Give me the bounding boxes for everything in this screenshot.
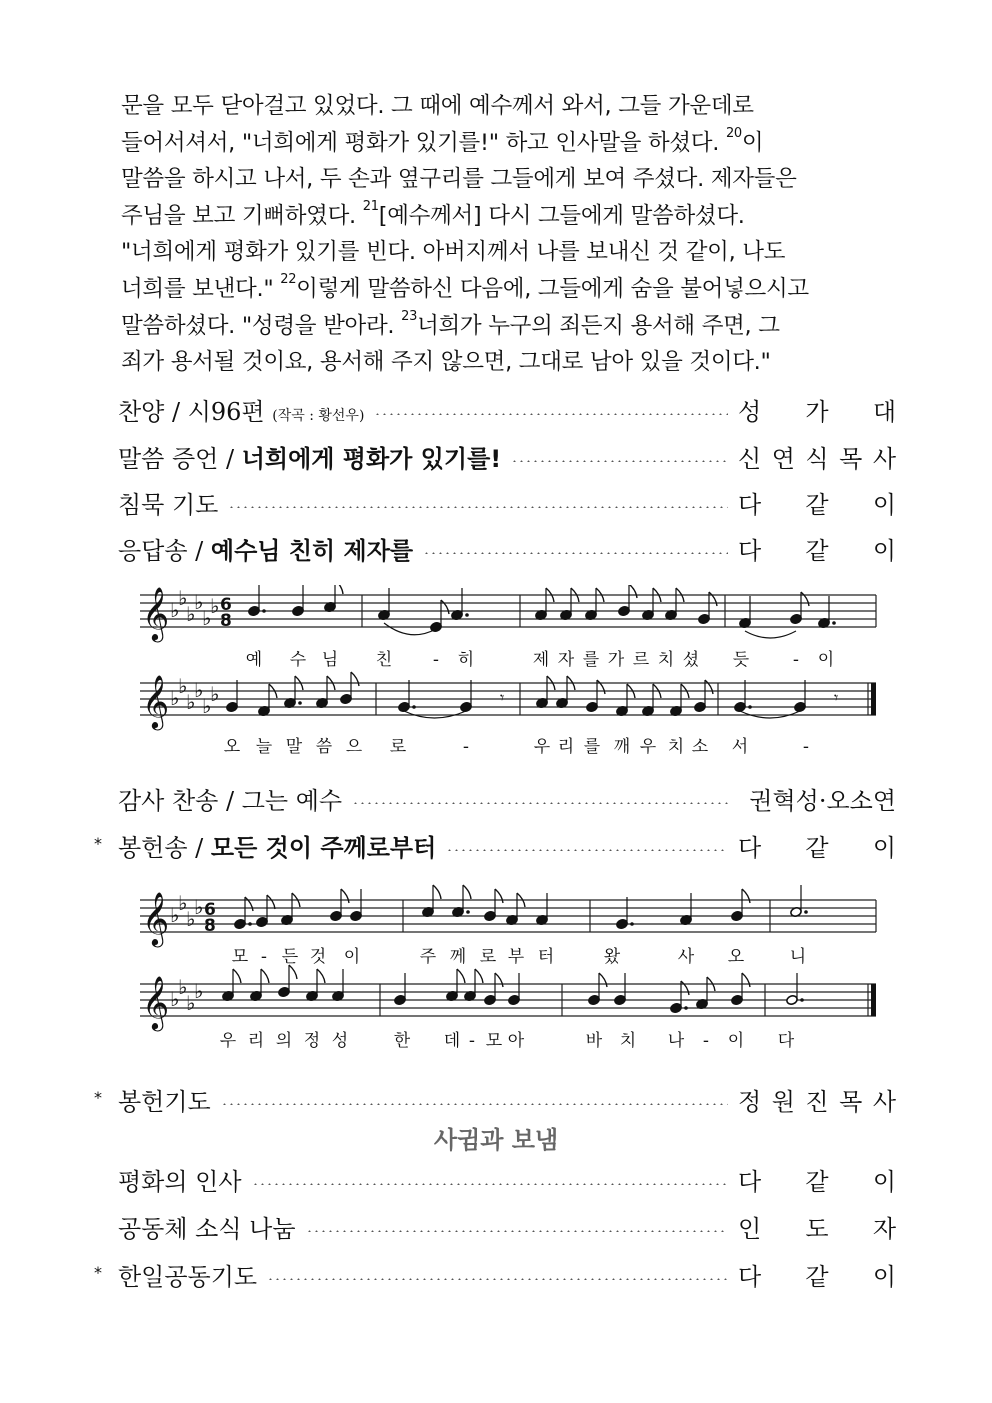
flat-sign: ♭ (170, 686, 180, 710)
scripture-line (121, 88, 881, 125)
lyric-syllable: 로 (389, 737, 407, 757)
lyric-syllable: 우 (219, 1031, 237, 1051)
note-dot (832, 621, 836, 625)
rest: 𝄾 (500, 688, 505, 707)
order-row-anthem (118, 390, 896, 428)
note-head (508, 994, 521, 1005)
scripture-text: 이렇게 말씀하신 다음에, 그들에게 숨을 불어넣으시고 (296, 275, 809, 302)
flat-sign: ♭ (210, 682, 220, 706)
leader-char: 다 (738, 1262, 762, 1291)
note-dot (412, 705, 416, 709)
order-row-offering-song (94, 826, 896, 864)
flat-sign: ♭ (186, 690, 196, 714)
lyric-syllable: 친 (375, 650, 393, 670)
note-flag (709, 592, 717, 606)
lyric-syllable: 사 (677, 947, 695, 967)
leader-char: 자 (872, 1214, 896, 1243)
lyric-syllable: - (260, 947, 268, 967)
lyric-syllable: 듯 (732, 650, 750, 670)
flat-sign: ♭ (170, 598, 180, 622)
lyric-syllable: 르 (632, 650, 650, 670)
music-score-offering (0, 880, 992, 1065)
peace-label: 평화의 인사 (118, 1167, 242, 1196)
lyric-syllable: - (468, 1031, 476, 1051)
response-leader (738, 531, 896, 566)
lyric-syllable: 이 (343, 947, 361, 967)
lyric-syllable: 니 (789, 947, 807, 967)
verse-number: 20 (725, 125, 742, 141)
lyric-syllable: - (802, 737, 810, 757)
note-head (614, 994, 627, 1005)
order-row-silent-prayer (118, 483, 896, 521)
sermon-leader (738, 439, 896, 474)
lyric-syllable: 리 (557, 737, 575, 757)
lyric-syllable: 부 (507, 947, 525, 967)
lyric-syllable: 자 (557, 650, 575, 670)
flat-sign: ♭ (178, 586, 188, 610)
scripture-text: 너희가 누구의 죄든지 용서해 주면, 그 (417, 312, 780, 339)
flat-sign: ♭ (170, 903, 180, 927)
note-head (790, 613, 803, 624)
note-flag (801, 592, 809, 606)
leader-dots (374, 413, 728, 415)
flat-sign: ♭ (210, 594, 220, 618)
lyric-syllable: 리 (247, 1031, 265, 1051)
note-head (618, 605, 631, 616)
flat-sign: ♭ (202, 694, 212, 718)
flat-sign: ♭ (186, 907, 196, 931)
note-flag (705, 680, 713, 694)
note-flag (495, 973, 503, 987)
note-flag (742, 889, 750, 903)
note-head (460, 701, 473, 712)
leader-dots (511, 460, 728, 462)
scripture-line (121, 125, 881, 162)
leader-char: 목 (839, 1087, 863, 1116)
leader-dots (228, 506, 728, 508)
lyric-syllable: 모 (231, 947, 249, 967)
note-flag (599, 973, 607, 987)
lyric-syllable: 깨 (613, 737, 631, 757)
leader-char: 신 (738, 444, 762, 473)
note-flag (495, 889, 503, 903)
note-head (340, 693, 353, 704)
lyric-syllable: 나 (667, 1031, 685, 1051)
star-mark: * (94, 1263, 102, 1282)
order-row-unity-prayer (94, 1255, 896, 1293)
leader-char: 다 (738, 536, 762, 565)
lyric-syllable: 께 (449, 947, 467, 967)
scripture-line (121, 161, 881, 198)
scripture-text: 죄가 용서될 것이요, 용서해 주지 않으면, 그대로 남아 있을 것이다." (121, 349, 771, 376)
leader-char: 진 (805, 1087, 829, 1116)
leader-char: 성 (738, 397, 762, 426)
unity-prayer-label: 한일공동기도 (118, 1262, 258, 1291)
offering-prayer-leader (738, 1082, 896, 1117)
note-dot (684, 1006, 688, 1010)
leader-dots (221, 1103, 728, 1105)
flat-sign: ♭ (170, 987, 180, 1011)
note-dot (466, 910, 470, 914)
lyric-syllable: 한 (393, 1031, 411, 1051)
lyric-syllable: 말 (285, 737, 303, 757)
lyric-syllable: 수 (289, 650, 307, 670)
treble-clef: 𝄞 (142, 674, 170, 728)
leader-dots (423, 552, 728, 554)
verse-number: 22 (280, 271, 297, 287)
lyric-syllable: 오 (727, 947, 745, 967)
note-head (694, 701, 707, 712)
leader-char: 같 (805, 536, 829, 565)
leader-char: 같 (805, 490, 829, 519)
leader-char: 이 (872, 536, 896, 565)
offering-song-label: 봉헌송 / 모든 것이 주께로부터 (118, 833, 437, 862)
note-dot (630, 922, 634, 926)
lyric-syllable: 가 (607, 650, 625, 670)
note-head (731, 994, 744, 1005)
scripture-line (121, 271, 881, 308)
leader-dots (352, 802, 728, 804)
note-head (350, 910, 363, 921)
scripture-line (121, 344, 881, 381)
flat-sign: ♭ (194, 895, 204, 919)
leader-char: 권혁성·오소연 (749, 786, 896, 815)
leader-char: 이 (872, 490, 896, 519)
scripture-text: 문을 모두 닫아걸고 있었다. 그 때에 예수께서 와서, 그들 가운데로 (121, 93, 754, 119)
lyric-syllable: 오 (223, 737, 241, 757)
note-flag (233, 969, 241, 983)
lyric-syllable: - (792, 650, 800, 670)
flat-sign: ♭ (178, 975, 188, 999)
lyric-syllable: - (462, 737, 470, 757)
time-signature-bottom: 8 (220, 611, 232, 631)
lyric-syllable: 우 (533, 737, 551, 757)
note-flag (261, 969, 269, 983)
slur (745, 631, 796, 638)
lyric-syllable: 성 (331, 1031, 349, 1051)
lyric-syllable: - (702, 1031, 710, 1051)
lyric-syllable: 모 (485, 1031, 503, 1051)
silent-prayer-label: 침묵 기도 (118, 490, 219, 519)
treble-clef: 𝄞 (142, 891, 170, 945)
order-row-response (118, 529, 896, 567)
note-head (248, 605, 261, 616)
note-head (484, 910, 497, 921)
note-flag (341, 889, 349, 903)
order-row-sermon (118, 437, 896, 475)
time-signature-bottom: 8 (204, 916, 216, 936)
note-head (484, 994, 497, 1005)
music-score-response (0, 585, 992, 770)
flat-sign: ♭ (194, 678, 204, 702)
note-flag (267, 895, 275, 909)
scripture-text: [예수께서] 다시 그들에게 말씀하셨다. (378, 202, 745, 229)
note-head (330, 910, 343, 921)
order-row-peace (118, 1160, 896, 1198)
scripture-text: "너희에게 평화가 있기를 빈다. 아버지께서 나를 보내신 것 같이, 나도 (121, 239, 786, 266)
leader-char: 정 (738, 1087, 762, 1116)
leader-char: 이 (872, 1167, 896, 1196)
note-flag (597, 680, 605, 694)
flat-sign: ♭ (202, 606, 212, 630)
leader-dots (306, 1230, 728, 1232)
flat-sign: ♭ (178, 674, 188, 698)
note-head (278, 986, 291, 997)
lyric-syllable: 로 (479, 947, 497, 967)
note-flag (463, 885, 471, 899)
leader-dots (446, 849, 728, 851)
note-head (734, 701, 747, 712)
leader-char: 사 (872, 444, 896, 473)
note-flag (335, 585, 343, 594)
leader-char: 인 (738, 1214, 762, 1243)
note-dot (800, 998, 804, 1002)
flat-sign: ♭ (194, 979, 204, 1003)
scripture-line (121, 308, 881, 345)
final-bar (871, 683, 876, 715)
leader-char: 이 (872, 1262, 896, 1291)
note-head (226, 701, 239, 712)
scripture-text: 주님을 보고 기뻐하였다. (121, 202, 363, 229)
lyric-syllable: 서 (731, 737, 749, 757)
news-leader (738, 1209, 896, 1244)
lyric-syllable: 든 (281, 947, 299, 967)
treble-clef: 𝄞 (142, 586, 170, 640)
note-dot (748, 705, 752, 709)
note-flag (351, 672, 359, 686)
note-flag (742, 973, 750, 987)
note-dot (298, 701, 302, 705)
lyric-syllable: 주 (419, 947, 437, 967)
anthem-leader (738, 392, 896, 427)
verse-number: 21 (362, 198, 379, 214)
leader-char: 가 (805, 397, 829, 426)
section-title: 사귐과 보냄 (433, 1126, 559, 1154)
flat-sign: ♭ (194, 590, 204, 614)
note-head (731, 910, 744, 921)
scripture-text: 말씀하셨다. "성령을 받아라. (121, 312, 402, 339)
scripture-line (121, 198, 881, 235)
note-flag (441, 600, 449, 614)
leader-char: 다 (738, 490, 762, 519)
lyric-syllable: 터 (537, 947, 555, 967)
leader-char: 도 (805, 1214, 829, 1243)
lyric-syllable: 히 (457, 650, 475, 670)
note-flag (245, 897, 253, 911)
leader-char: 목 (839, 444, 863, 473)
order-row-news (118, 1207, 896, 1245)
lyric-syllable: 늘 (255, 737, 273, 757)
lyric-syllable: 제 (532, 650, 550, 670)
note-head (794, 701, 807, 712)
note-flag (433, 885, 441, 899)
leader-char: 대 (872, 397, 896, 426)
lyric-syllable: 소 (691, 737, 709, 757)
offering-song-leader (738, 828, 896, 863)
flat-sign: ♭ (178, 891, 188, 915)
flat-sign: ♭ (186, 991, 196, 1015)
note-head (616, 918, 629, 929)
lyric-syllable: 를 (582, 650, 600, 670)
lyric-syllable: 셨 (682, 650, 700, 670)
leader-char: 다 (738, 1167, 762, 1196)
note-head (234, 918, 247, 929)
leader-char: 식 (805, 444, 829, 473)
note-dot (262, 609, 266, 613)
thanks-song-label: 감사 찬송 / 그는 예수 (118, 786, 343, 815)
note-dot (804, 910, 808, 914)
slur (384, 623, 436, 635)
verse-number: 23 (401, 308, 418, 324)
note-flag (475, 969, 483, 983)
leader-char: 같 (805, 1167, 829, 1196)
lyric-syllable: 치 (667, 737, 685, 757)
leader-dots (267, 1278, 728, 1280)
lyric-syllable: 것 (309, 947, 327, 967)
note-flag (629, 585, 637, 598)
response-label: 응답송 / 예수님 친히 제자를 (118, 536, 414, 565)
silent-prayer-leader (738, 485, 896, 520)
thanks-song-leader (738, 781, 896, 816)
time-signature-top: 6 (220, 595, 232, 615)
peace-leader (738, 1162, 896, 1197)
note-head (256, 916, 269, 927)
star-mark: * (94, 834, 102, 853)
lyric-syllable: 이 (727, 1031, 745, 1051)
lyric-syllable: 의 (275, 1031, 293, 1051)
note-head (398, 701, 411, 712)
rest: 𝄾 (834, 688, 839, 707)
lyric-syllable: 씀 (315, 737, 333, 757)
note-flag (317, 969, 325, 983)
leader-char: 같 (805, 833, 829, 862)
note-head (786, 994, 799, 1005)
note-head (588, 994, 601, 1005)
lyric-syllable: 치 (657, 650, 675, 670)
lyric-syllable: - (432, 650, 440, 670)
unity-prayer-leader (738, 1257, 896, 1292)
lyric-syllable: 치 (619, 1031, 637, 1051)
note-flag (289, 965, 297, 979)
note-head (292, 605, 305, 616)
lyric-syllable: 아 (507, 1031, 525, 1051)
sermon-label: 말씀 증언 / 너희에게 평화가 있기를! (118, 444, 502, 473)
final-bar (871, 984, 876, 1016)
news-label: 공동체 소식 나눔 (118, 1214, 296, 1243)
scripture-line (121, 234, 881, 271)
leader-char: 사 (872, 1087, 896, 1116)
lyric-syllable: 님 (321, 650, 339, 670)
note-dot (465, 613, 469, 617)
lyric-syllable: 으 (345, 737, 363, 757)
leader-dots (252, 1183, 728, 1185)
treble-clef: 𝄞 (142, 975, 170, 1029)
leader-char: 원 (771, 1087, 795, 1116)
lyric-syllable: 우 (639, 737, 657, 757)
star-mark: * (94, 1088, 102, 1107)
time-signature-top: 6 (204, 900, 216, 920)
order-row-thanks-song (118, 779, 896, 817)
lyric-syllable: 다 (777, 1031, 795, 1051)
scripture-text: 이 (741, 129, 764, 156)
flat-sign: ♭ (186, 602, 196, 626)
lyric-syllable: 데 (443, 1031, 461, 1051)
offering-prayer-label: 봉헌기도 (118, 1087, 211, 1116)
scripture-text: 너희를 보낸다." (121, 275, 281, 302)
note-dot (248, 922, 252, 926)
leader-char: 이 (872, 833, 896, 862)
order-row-offering-prayer (94, 1080, 896, 1118)
lyric-syllable: 정 (303, 1031, 321, 1051)
note-head (394, 994, 407, 1005)
lyric-syllable: 이 (817, 650, 835, 670)
leader-char: 다 (738, 833, 762, 862)
lyric-syllable: 왔 (603, 947, 621, 967)
scripture-text: 들어서셔서, "너희에게 평화가 있기를!" 하고 인사말을 하셨다. (121, 129, 726, 156)
leader-char: 같 (805, 1262, 829, 1291)
lyric-syllable: 를 (583, 737, 601, 757)
note-flag (457, 969, 465, 983)
note-head (698, 613, 711, 624)
note-head (670, 1002, 683, 1013)
lyric-syllable: 예 (245, 650, 263, 670)
anthem-label: 찬양 / 시96편 (작곡 : 황선우) (118, 397, 365, 426)
note-head (586, 701, 599, 712)
lyric-syllable: 바 (585, 1031, 603, 1051)
note-flag (681, 981, 689, 995)
leader-char: 연 (771, 444, 795, 473)
scripture-text: 말씀을 하시고 나서, 두 손과 옆구리를 그들에게 보여 주셨다. 제자들은 (121, 166, 797, 193)
scripture-passage (121, 88, 881, 381)
